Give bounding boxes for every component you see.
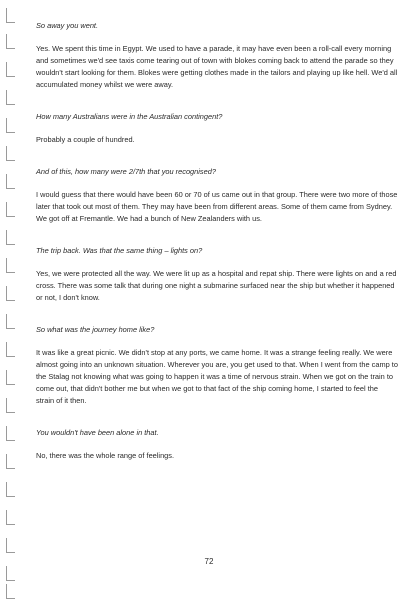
binding-mark	[6, 454, 15, 469]
interviewee-answer: Probably a couple of hundred.	[36, 135, 135, 144]
qa-block	[36, 111, 398, 146]
binding-mark	[6, 174, 15, 189]
interviewer-question: So what was the journey home like?	[36, 325, 155, 334]
transcript-body	[36, 20, 398, 462]
binding-mark	[6, 230, 15, 245]
binding-mark	[6, 584, 15, 599]
binding-mark	[6, 482, 15, 497]
binding-mark	[6, 426, 15, 441]
binding-mark	[6, 8, 15, 23]
interviewer-question: So away you went.	[36, 21, 99, 30]
binding-mark	[6, 370, 15, 385]
binding-mark	[6, 538, 15, 553]
interviewee-answer: Yes. We spent this time in Egypt. We used to have a parade, it may have even been a roll-call every morning and sometimes we'd see taxis come tearing out of town with blokes coming back to attend the parade so they wouldn't start looking for them. Blokes were getting clothes made in the tailors and playing up like hell. We'd all accumulated money whilst we were away.	[36, 44, 398, 89]
binding-mark	[6, 510, 15, 525]
binding-mark	[6, 146, 15, 161]
binding-mark	[6, 90, 15, 105]
interviewee-answer: It was like a great picnic. We didn't stop at any ports, we came home. It was a strange feeling really. We were almost going into an unknown situation. Wherever you are, you get used to that. When I went from the camp to the Stalag not knowing what was going to happen it was a time of nervous strain. When we got on the train to come out, that didn't bother me but when we got to that fact of the ship coming home, I started to feel the strain of it then.	[36, 348, 398, 405]
binding-mark	[6, 34, 15, 49]
qa-block	[36, 245, 398, 304]
page-number: 72	[204, 557, 214, 566]
binding-mark	[6, 258, 15, 273]
binding-mark	[6, 62, 15, 77]
binding-mark	[6, 118, 15, 133]
binding-mark	[6, 342, 15, 357]
interviewer-question: And of this, how many were 2/7th that you recognised?	[36, 167, 216, 176]
qa-block	[36, 20, 398, 91]
interviewer-question: You wouldn't have been alone in that.	[36, 428, 159, 437]
binding-mark	[6, 566, 15, 581]
binding-mark	[6, 202, 15, 217]
binding-mark	[6, 286, 15, 301]
interviewee-answer: Yes, we were protected all the way. We were lit up as a hospital and repat ship. There were lights on and a red cross. There was some talk that during one night a submarine surfaced near the ship but whether it happened or not, I don't know.	[36, 269, 397, 302]
interviewer-question: How many Australians were in the Australian contingent?	[36, 112, 223, 121]
qa-block	[36, 324, 398, 407]
interviewee-answer: No, there was the whole range of feelings.	[36, 451, 175, 460]
binding-mark	[6, 398, 15, 413]
interviewer-question: The trip back. Was that the same thing – lights on?	[36, 246, 203, 255]
qa-block	[36, 427, 398, 462]
binding-mark	[6, 314, 15, 329]
binding-margin	[0, 0, 16, 599]
qa-block	[36, 166, 398, 225]
interviewee-answer: I would guess that there would have been 60 or 70 of us came out in that group. There were two more of those later that took out most of them. They may have been from different areas. Some of them came from Sydney. We got off at Fremantle. We had a bunch of New Zealanders with us.	[36, 190, 398, 223]
